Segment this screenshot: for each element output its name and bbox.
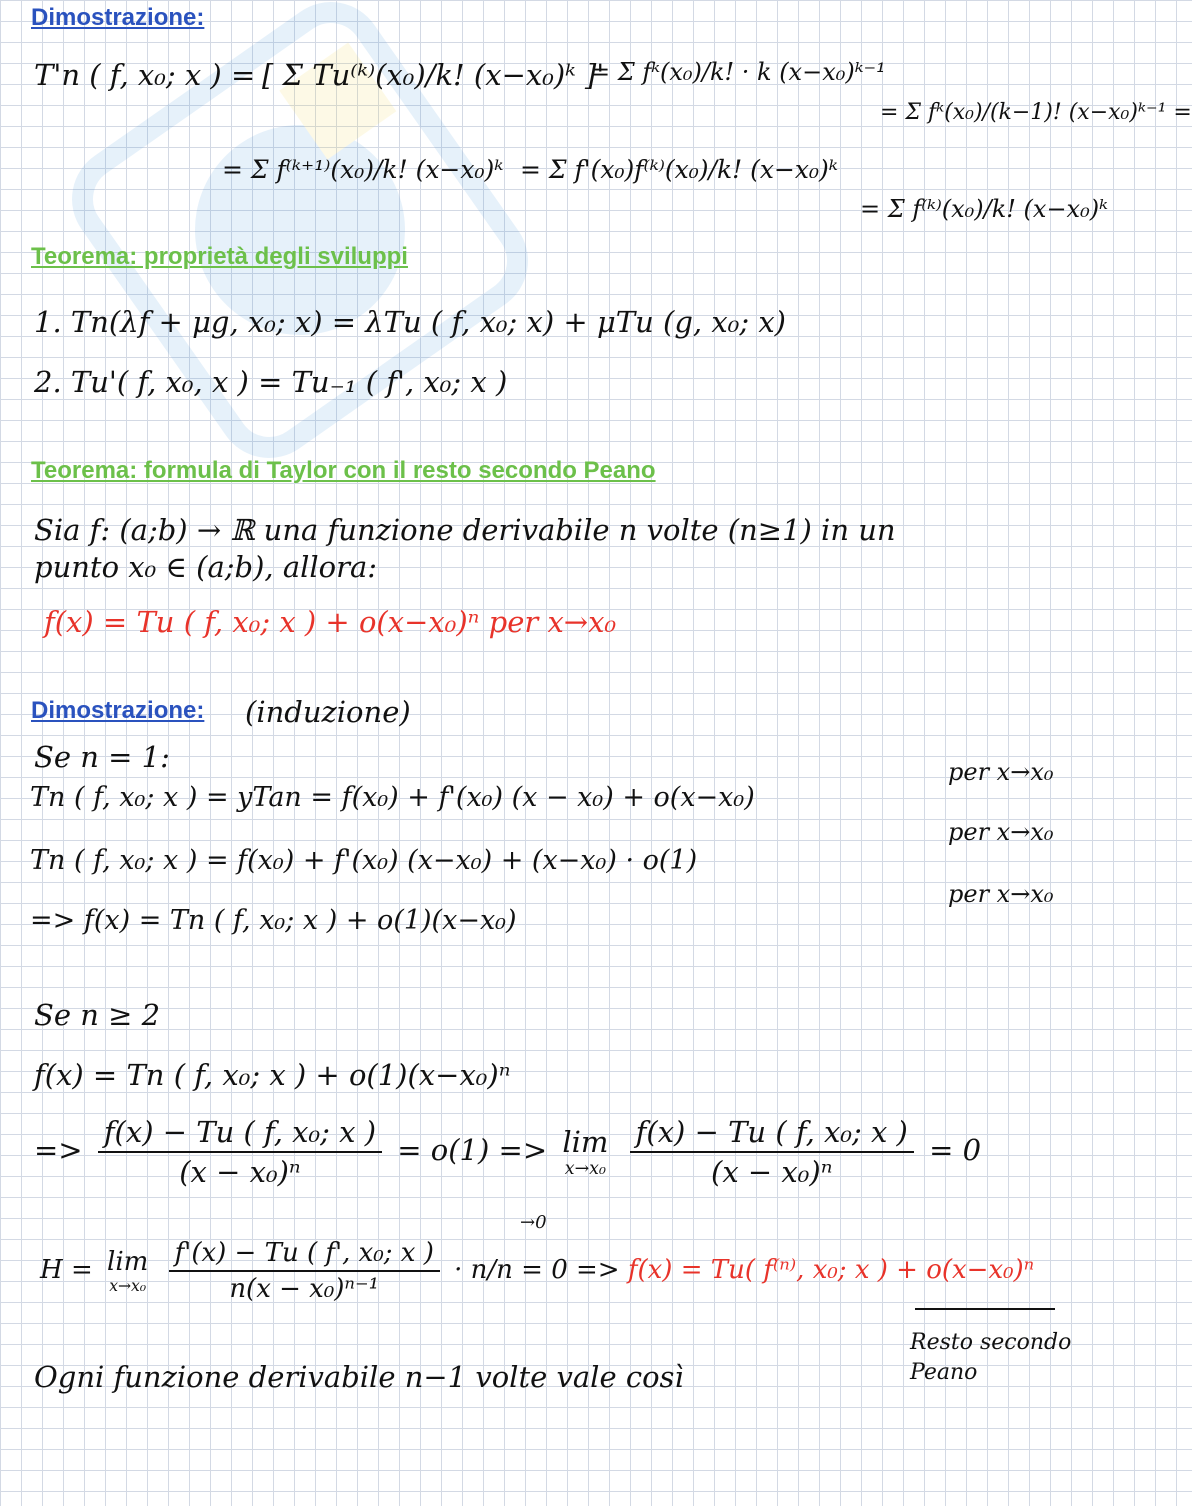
fraction-derivative xyxy=(169,1238,440,1304)
equals-o1: = o(1) => xyxy=(397,1133,548,1167)
fraction-remainder xyxy=(98,1115,382,1189)
property-2: 2. Tu'( f, x₀, x ) = Tu₋₁ ( f', x₀; x ) xyxy=(34,365,508,399)
lim-under: x→x₀ xyxy=(564,1159,606,1179)
taylor-statement-line-2: punto x₀ ∈ (a;b), allora: xyxy=(34,550,378,584)
taylor-formula: f(x) = Tu ( f, x₀; x ) + o(x−x₀)ⁿ per x→x₀ xyxy=(44,605,617,639)
case-n-equals-1: Se n = 1: xyxy=(34,740,170,774)
limit-block xyxy=(562,1125,608,1179)
lim-word-2: lim xyxy=(107,1247,149,1277)
dim1-eq1-sum: = Σ fᵏ(x₀)/k! · k (x−x₀)ᵏ⁻¹ xyxy=(590,58,886,86)
arrow-to-zero: →0 xyxy=(520,1212,547,1233)
property-1: 1. Tn(λf + μg, x₀; x) = λTu ( f, x₀; x) + μTu (g, x₀; x) xyxy=(34,305,786,339)
resto-label-2: Peano xyxy=(910,1360,978,1385)
heading-teorema-taylor: Teorema: formula di Taylor con il resto secondo Peano xyxy=(31,457,656,484)
taylor-statement-line-1: Sia f: (a;b) → ℝ una funzione derivabile n volte (n≥1) in un xyxy=(34,513,896,547)
dim1-eq1-sum2: = Σ fᵏ(x₀)/(k−1)! (x−x₀)ᵏ⁻¹ = xyxy=(880,100,1192,125)
dim2-line-5 xyxy=(34,1115,981,1189)
heading-dimostrazione-1: Dimostrazione: xyxy=(31,4,205,31)
fraction-derivative-denominator: n(x − x₀)ⁿ⁻¹ xyxy=(229,1274,380,1304)
resto-label-1: Resto secondo xyxy=(910,1330,1072,1355)
hopital-equals: H = xyxy=(40,1255,93,1285)
resto-underline xyxy=(915,1308,1055,1310)
fraction-remainder-2 xyxy=(630,1115,914,1189)
dim2-line-3: => f(x) = Tn ( f, x₀; x ) + o(1)(x−x₀) xyxy=(30,905,517,936)
limit-block-2 xyxy=(107,1247,148,1295)
lim-word: lim xyxy=(562,1125,609,1159)
dim1-line2-b: = Σ f'(x₀)f⁽ᵏ⁾(x₀)/k! (x−x₀)ᵏ xyxy=(520,155,838,184)
dim2-line-6 xyxy=(40,1238,1034,1304)
dim1-lhs: T'n ( f, x₀; x ) = xyxy=(34,58,256,92)
dim1-line2-c: = Σ f⁽ᵏ⁾(x₀)/k! (x−x₀)ᵏ xyxy=(860,195,1108,223)
per-label-1: per x→x₀ xyxy=(948,758,1054,786)
equals-zero: = 0 xyxy=(929,1133,982,1167)
heading-teorema-proprieta: Teorema: proprietà degli sviluppi xyxy=(31,243,408,270)
fraction-denominator: (x − x₀)ⁿ xyxy=(179,1155,301,1189)
implies-arrow: => xyxy=(34,1133,83,1167)
taylor-result-red: f(x) = Tu( f⁽ⁿ⁾, x₀; x ) + o(x−x₀)ⁿ xyxy=(627,1255,1035,1285)
dim1-line2-a: = Σ f⁽ᵏ⁺¹⁾(x₀)/k! (x−x₀)ᵏ xyxy=(222,155,504,184)
dim2-line-1: Tn ( f, x₀; x ) = yTan = f(x₀) + f'(x₀) (x − x₀) + o(x−x₀) xyxy=(30,782,755,813)
dim2-line-2: Tn ( f, x₀; x ) = f(x₀) + f'(x₀) (x−x₀) + (x−x₀) · o(1) xyxy=(30,845,698,876)
case-n-geq-2: Se n ≥ 2 xyxy=(34,998,161,1032)
line6-middle: · n/n = 0 => xyxy=(454,1255,620,1285)
fraction-denominator-2: (x − x₀)ⁿ xyxy=(711,1155,833,1189)
lim-under-2: x→x₀ xyxy=(109,1277,147,1295)
per-label-3: per x→x₀ xyxy=(948,880,1054,908)
closing-sentence: Ogni funzione derivabile n−1 volte vale così xyxy=(34,1360,684,1394)
dim1-bracket-term: [ Σ Tu⁽ᵏ⁾(x₀)/k! (x−x₀)ᵏ ]' xyxy=(262,58,605,92)
fraction-numerator: f(x) − Tu ( f, x₀; x ) xyxy=(98,1115,382,1153)
per-label-2: per x→x₀ xyxy=(948,818,1054,846)
induction-label: (induzione) xyxy=(245,695,411,729)
dim2-line-4: f(x) = Tn ( f, x₀; x ) + o(1)(x−x₀)ⁿ xyxy=(34,1058,511,1092)
heading-dimostrazione-2: Dimostrazione: xyxy=(31,697,205,724)
fraction-numerator-2: f(x) − Tu ( f, x₀; x ) xyxy=(630,1115,914,1153)
fraction-derivative-numerator: f'(x) − Tu ( f', x₀; x ) xyxy=(169,1238,440,1272)
